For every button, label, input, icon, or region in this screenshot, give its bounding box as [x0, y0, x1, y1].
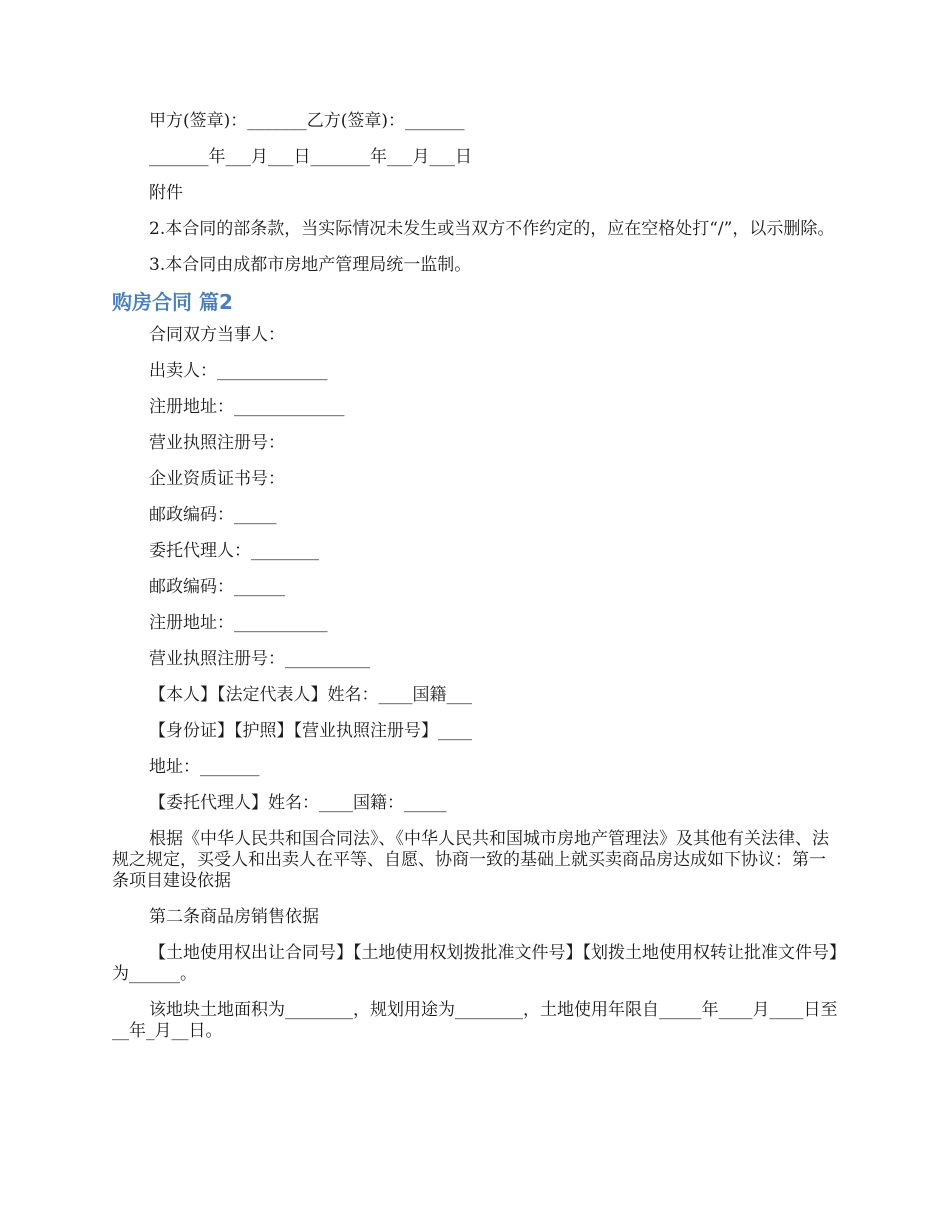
land-area-paragraph: 该地块土地面积为________，规划用途为________，土地使用年限自_____年____月____日至__年_月__日。	[112, 1000, 838, 1041]
document-body	[112, 111, 839, 1057]
address-field: 地址：_______	[149, 757, 260, 777]
note-paragraph-2: 2.本合同的部条款，当实际情况未发生或当双方不作约定的，应在空格处打“/”，以示删除。	[149, 219, 835, 239]
qualification-cert-field: 企业资质证书号：	[149, 469, 285, 489]
legal-rep-field: 【本人】【法定代表人】姓名：____国籍___	[149, 685, 472, 705]
business-license-field-2: 营业执照注册号：__________	[149, 649, 370, 669]
land-contract-paragraph: 【土地使用权出让合同号】【土地使用权划拨批准文件号】【划拨土地使用权转让批准文件号】为______。	[112, 943, 838, 984]
business-license-field: 营业执照注册号：	[149, 433, 285, 453]
signature-line: 甲方(签章)：_______乙方(签章)：_______	[149, 111, 465, 131]
section-heading: 购房合同 篇2	[112, 290, 233, 314]
postal-code-field: 邮政编码：_____	[149, 505, 277, 525]
registered-address-field: 注册地址：_____________	[149, 397, 345, 417]
id-document-field: 【身份证】【护照】【营业执照注册号】____	[149, 721, 472, 741]
article-two-title: 第二条商品房销售依据	[149, 907, 319, 927]
parties-label: 合同双方当事人：	[149, 325, 285, 345]
seller-field: 出卖人：_____________	[149, 361, 328, 381]
date-line: _______年___月___日_______年___月___日	[149, 147, 472, 167]
agent-name-field: 【委托代理人】姓名：____国籍：_____	[149, 793, 447, 813]
agent-field: 委托代理人：________	[149, 541, 319, 561]
legal-basis-paragraph: 根据《中华人民共和国合同法》、《中华人民共和国城市房地产管理法》及其他有关法律、法规之规定，买受人和出卖人在平等、自愿、协商一致的基础上就买卖商品房达成如下协议：第一条项目建设依据	[112, 829, 829, 891]
postal-code-field-2: 邮政编码：______	[149, 577, 285, 597]
registered-address-field-2: 注册地址：___________	[149, 613, 328, 633]
attachment-label: 附件	[149, 183, 183, 203]
note-paragraph-3: 3.本合同由成都市房地产管理局统一监制。	[149, 255, 472, 275]
